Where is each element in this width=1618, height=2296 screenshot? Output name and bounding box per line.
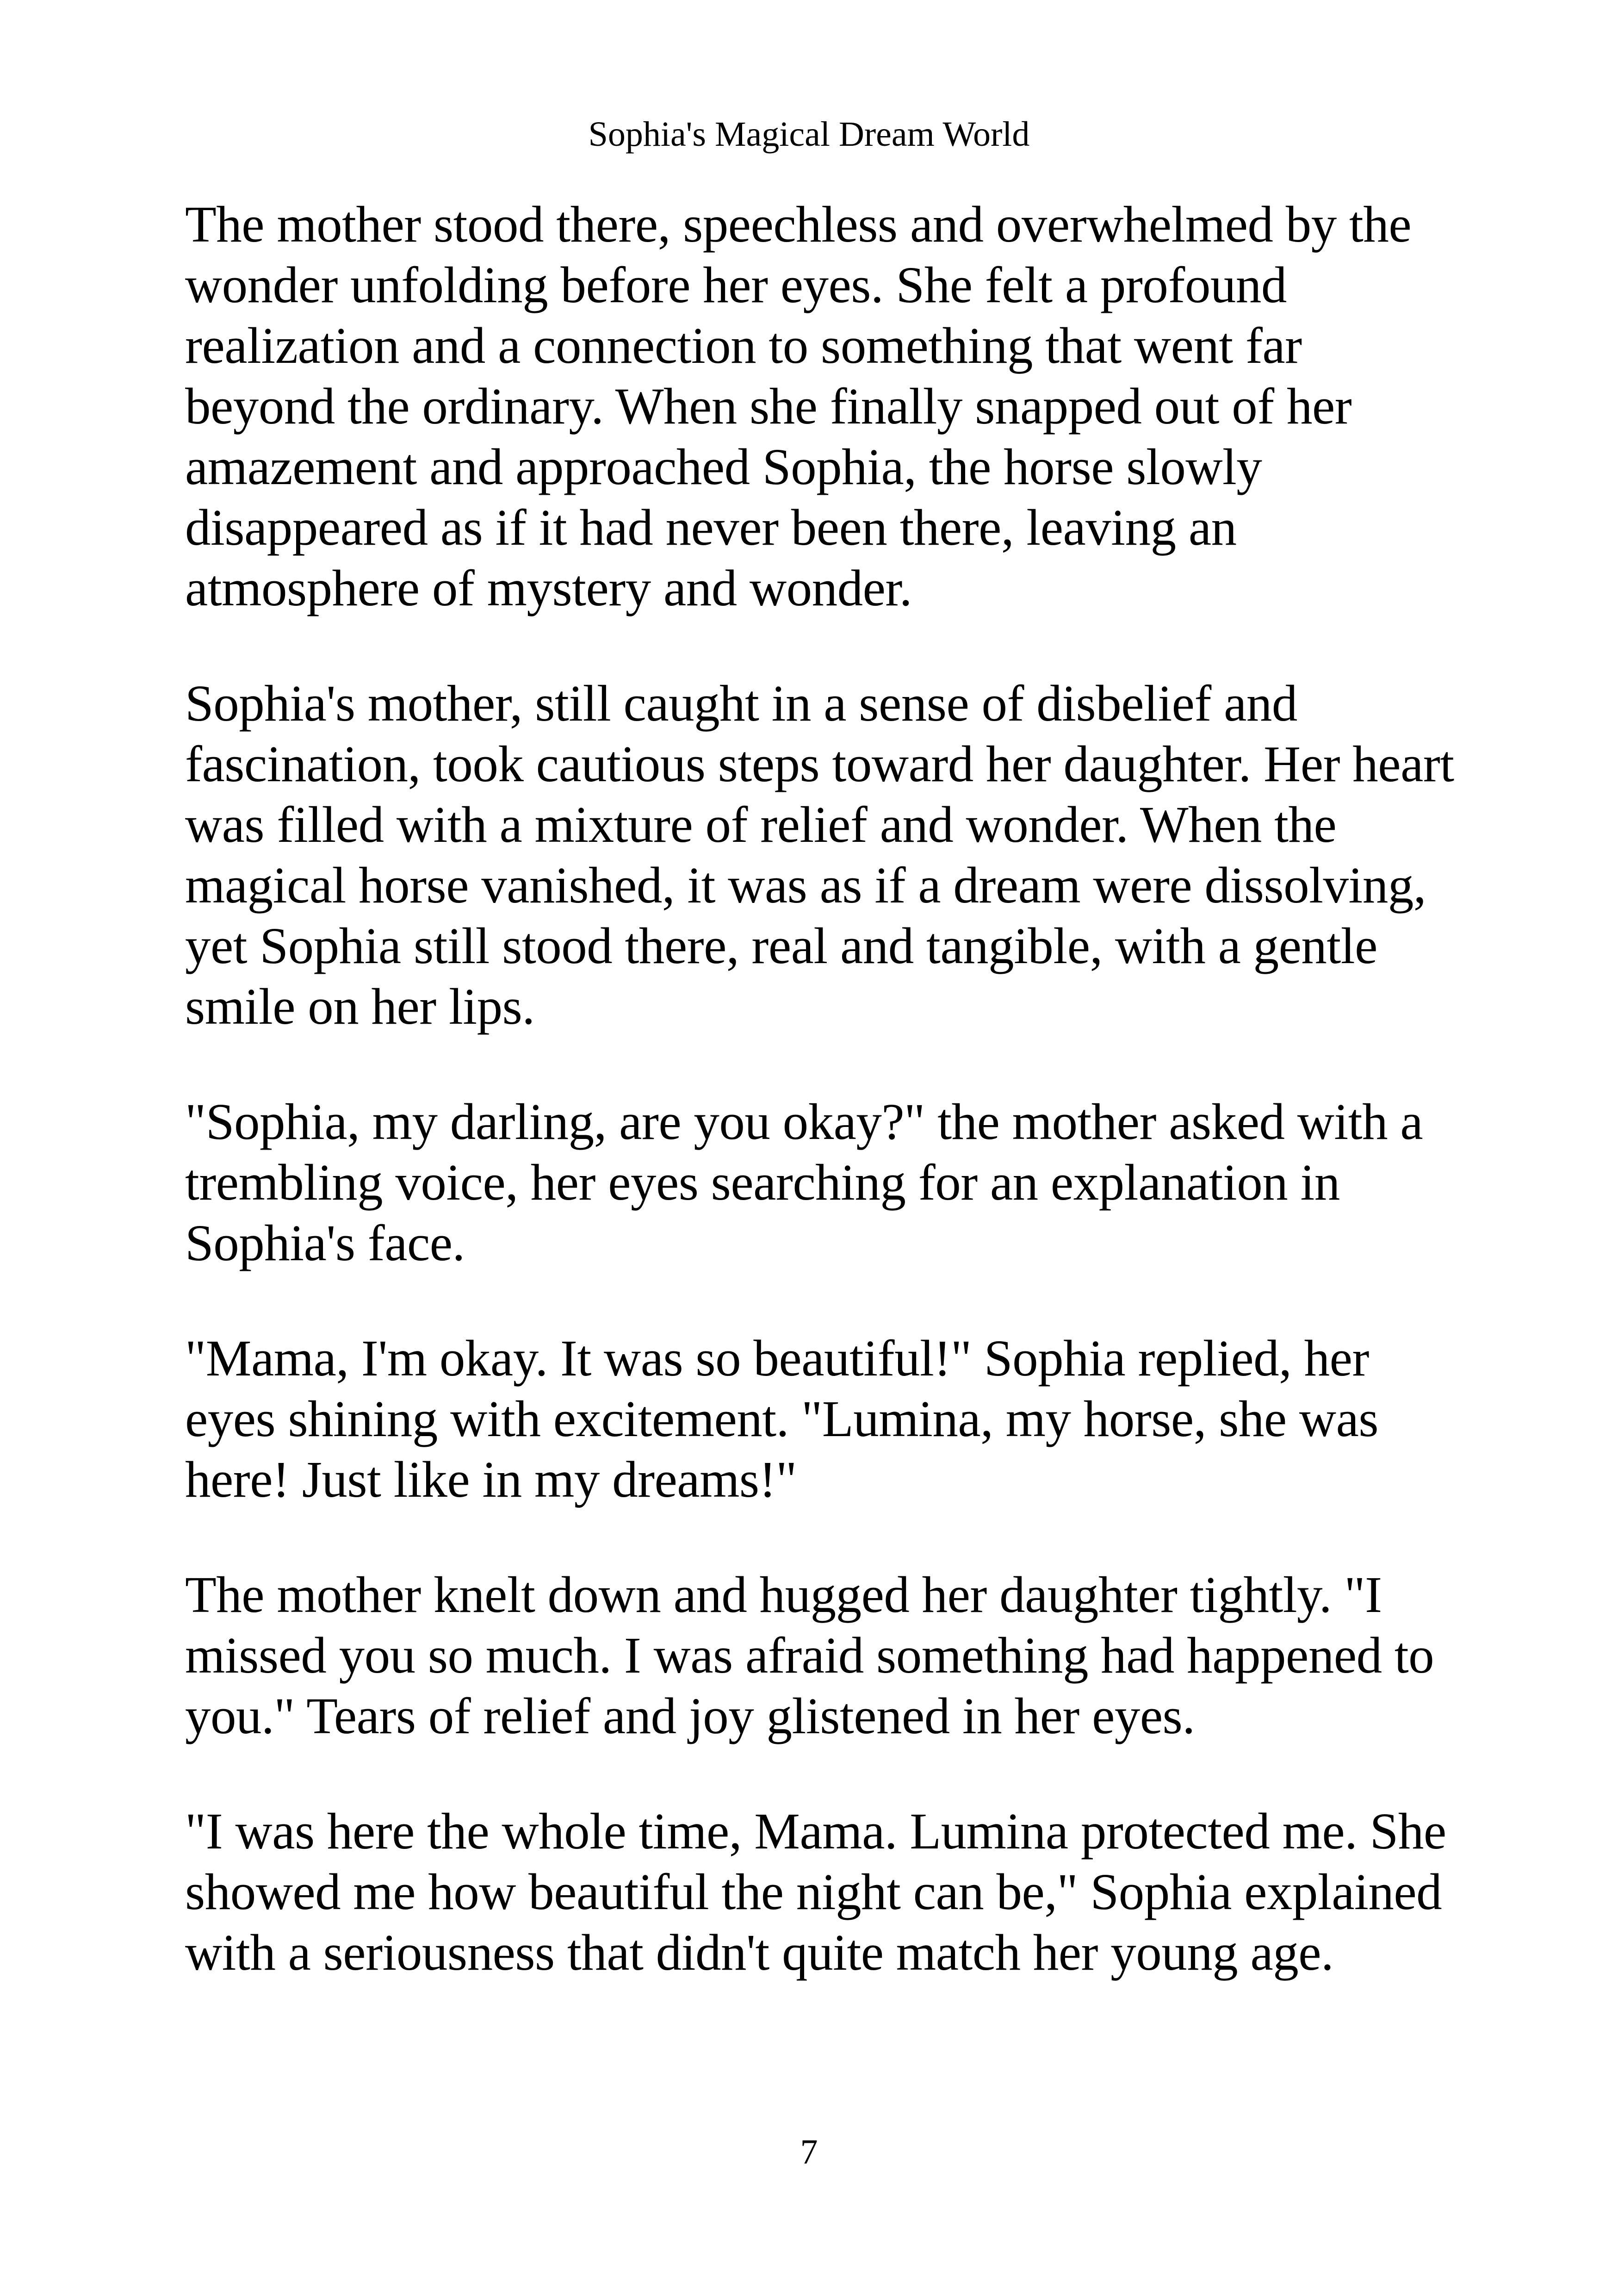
paragraph-3: "Sophia, my darling, are you okay?" the mother asked with a trembling voice, her eyes searching for an explanation in Sophia's face. bbox=[185, 1094, 1423, 1272]
running-header: Sophia's Magical Dream World bbox=[588, 115, 1030, 154]
page-number: 7 bbox=[800, 2133, 818, 2172]
paragraph-1: The mother stood there, speechless and overwhelmed by the wonder unfolding before her eyes. She felt a profound realization and a connection to something that went far beyond the ordinary. When she finally snapped out of her amazement and approached Sophia, the horse slowly disappeared as if it had never been there, leaving an atmosphere of mystery and wonder. bbox=[185, 196, 1412, 617]
paragraph-4: "Mama, I'm okay. It was so beautiful!" Sophia replied, her eyes shining with excitement. "Lumina, my horse, she was here! Just like in my dreams!" bbox=[185, 1330, 1379, 1508]
body-text bbox=[185, 194, 1462, 2038]
paragraph-2: Sophia's mother, still caught in a sense of disbelief and fascination, took cautious steps toward her daughter. Her heart was filled with a mixture of relief and wonder. When the magical horse vanished, it was as if a dream were dissolving, yet Sophia still stood there, real and tangible, with a gentle smile on her lips. bbox=[185, 675, 1454, 1035]
paragraph-5: The mother knelt down and hugged her daughter tightly. "I missed you so much. I was afraid something had happened to you." Tears of relief and joy glistened in her eyes. bbox=[185, 1567, 1434, 1745]
paragraph-6: "I was here the whole time, Mama. Lumina protected me. She showed me how beautiful the night can be," Sophia explained with a seriousness that didn't quite match her young age. bbox=[185, 1803, 1446, 1981]
